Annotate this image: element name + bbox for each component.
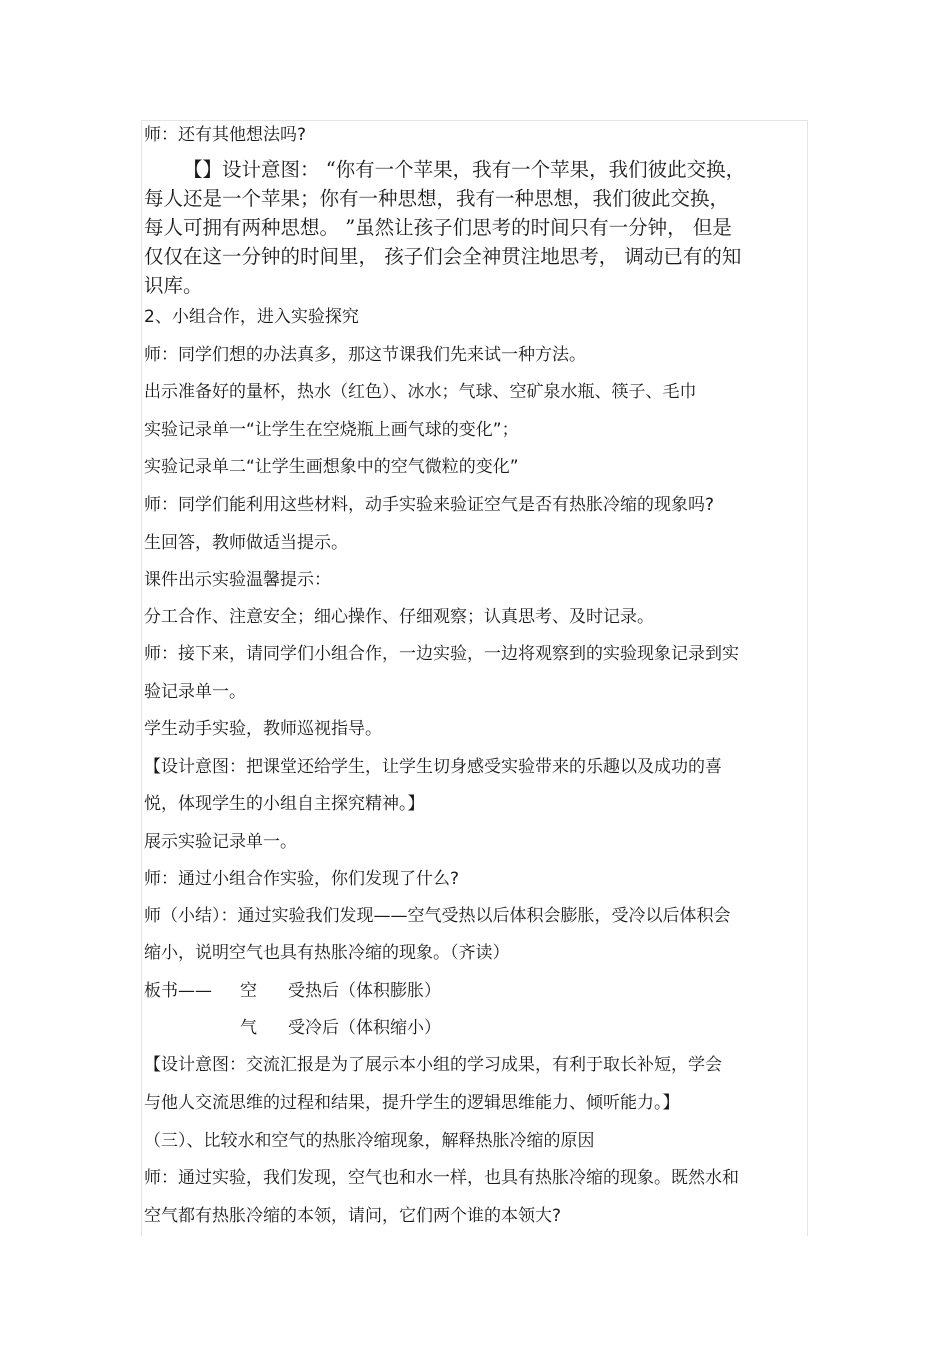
text-line: 【设计意图：把课堂还给学生，让学生切身感受实验带来的乐趣以及成功的喜 [144, 757, 722, 777]
text-line: 师：还有其他想法吗? [144, 125, 307, 145]
text-line: 每人可拥有两种思想。 ”虽然让孩子们思考的时间只有一分钟， 但是 [144, 216, 732, 239]
text-line: 每人还是一个苹果；你有一种思想，我有一种思想，我们彼此交换， [144, 187, 730, 210]
text-line: 实验记录单二“让学生画想象中的空气微粒的变化” [144, 457, 519, 477]
text-line: 课件出示实验温馨提示： [144, 570, 331, 590]
text-line: 师：同学们想的办法真多，那这节课我们先来试一种方法。 [144, 345, 586, 365]
text-line: 缩小，说明空气也具有热胀冷缩的现象。（齐读） [144, 943, 510, 963]
text-line: 【设计意图：交流汇报是为了展示本小组的学习成果，有利于取长补短，学会 [144, 1055, 722, 1075]
text-line: 师：接下来，请同学们小组合作，一边实验，一边将观察到的实验现象记录到实 [144, 644, 739, 664]
section-heading: （三）、比较水和空气的热胀冷缩现象，解释热胀冷缩的原因 [144, 1131, 595, 1151]
text-line: 识库。 [144, 274, 203, 297]
text-line: 师：同学们能利用这些材料，动手实验来验证空气是否有热胀冷缩的现象吗? [144, 495, 715, 515]
text-line: 与他人交流思维的过程和结果，提升学生的逻辑思维能力、倾听能力。】 [144, 1093, 680, 1113]
text-line: 悦，体现学生的小组自主探究精神。】 [144, 794, 425, 814]
text-line: 师（小结）：通过实验我们发现——空气受热以后体积会膨胀，受冷以后体积会 [144, 906, 731, 926]
text-line: 师：通过小组合作实验，你们发现了什么? [144, 869, 460, 889]
text-line: 师：通过实验，我们发现，空气也和水一样，也具有热胀冷缩的现象。既然水和 [144, 1168, 739, 1188]
text-line: 【】设计意图： “你有一个苹果，我有一个苹果，我们彼此交换， [183, 158, 746, 181]
text-line: 分工合作、注意安全；细心操作、仔细观察；认真思考、及时记录。 [144, 607, 654, 627]
text-line: 实验记录单一“让学生在空烧瓶上画气球的变化”； [144, 420, 519, 440]
text-line: 生回答，教师做适当提示。 [144, 533, 348, 553]
text-line: 学生动手实验，教师巡视指导。 [144, 719, 382, 739]
blackboard-char-2: 气 [240, 1018, 257, 1038]
blackboard-row-1 [144, 980, 444, 1002]
text-line: 出示准备好的量杯，热水（红色）、冰水；气球、空矿泉水瓶、筷子、毛巾 [144, 382, 697, 402]
blackboard-label: 板书—— [144, 981, 212, 1001]
text-line: 展示实验记录单一。 [144, 832, 297, 852]
blackboard-hot: 受热后（体积膨胀） [288, 981, 441, 1001]
blackboard-cold: 受冷后（体积缩小） [288, 1018, 441, 1038]
text-line: 验记录单一。 [144, 682, 246, 702]
text-line: 仅仅在这一分钟的时间里， 孩子们会全神贯注地思考， 调动已有的知 [144, 245, 742, 268]
blackboard-char-1: 空 [240, 981, 257, 1001]
section-heading: 2、小组合作，进入实验探究 [144, 307, 359, 327]
text-line: 空气都有热胀冷缩的本领，请问，它们两个谁的本领大? [144, 1206, 562, 1226]
